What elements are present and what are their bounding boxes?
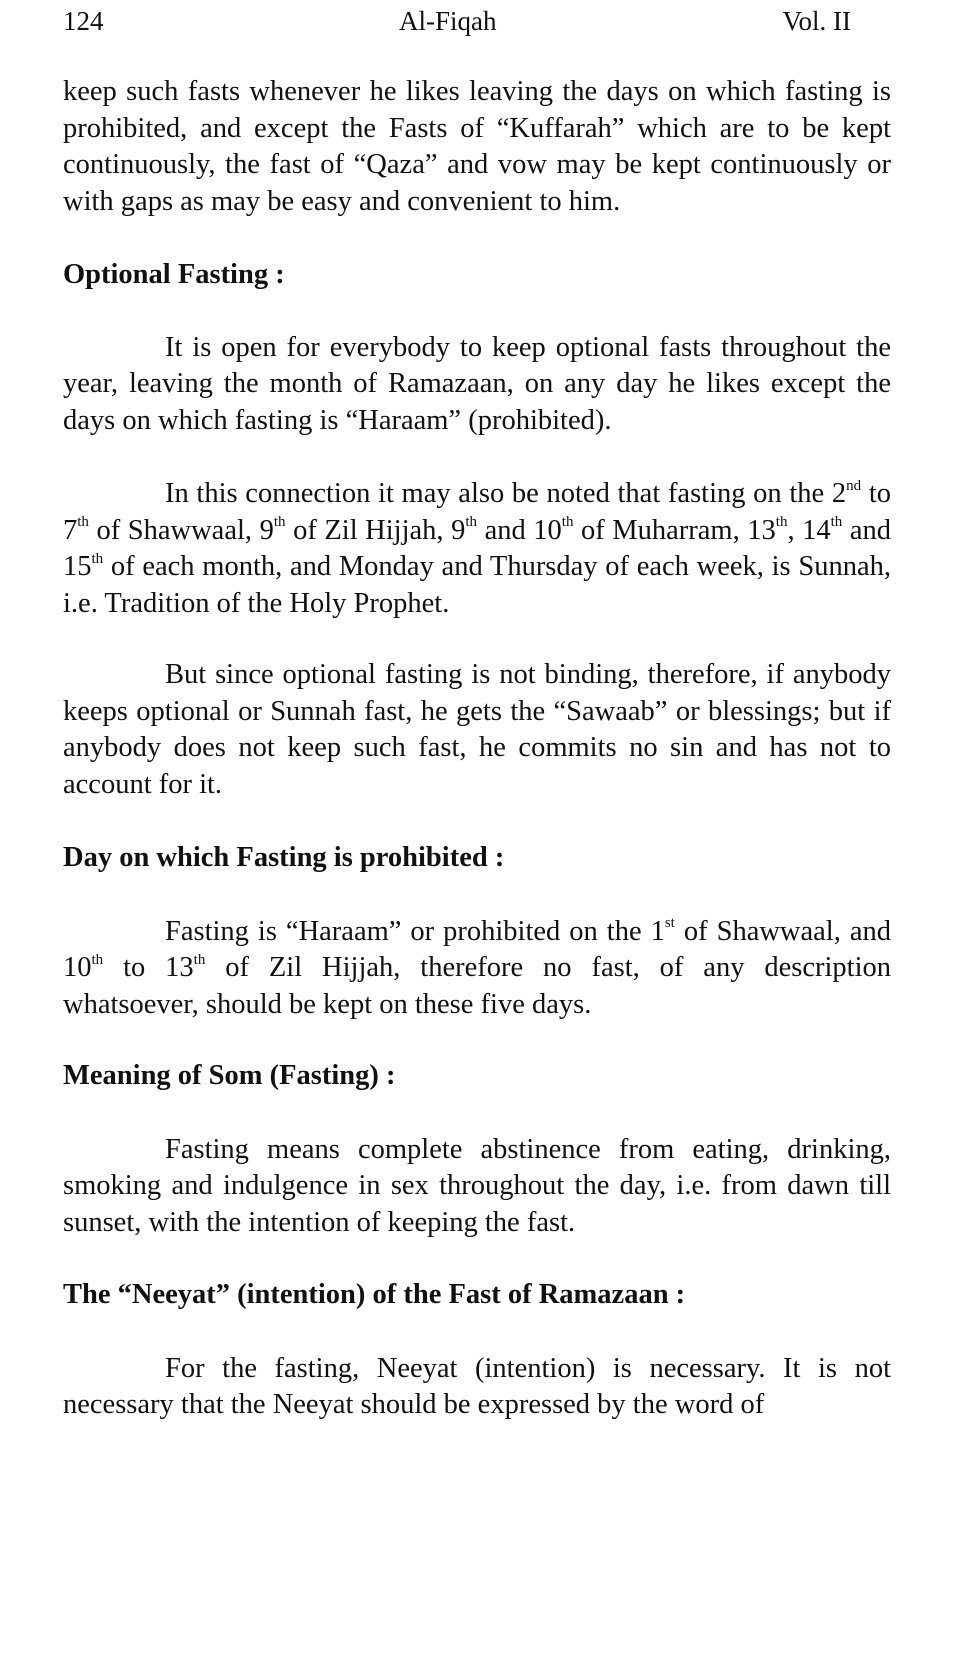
meaning-of-som-paragraph: Fasting means complete abstinence from eating, drinking, smoking and indulgence in sex throughout the day, i.e. from dawn till sunset, with the intention of keeping the fast. xyxy=(63,1133,891,1238)
volume-label: Vol. II xyxy=(782,6,851,36)
section-heading-neeyat: The “Neeyat” (intention) of the Fast of Ramazaan : xyxy=(63,1279,686,1310)
optional-fasting-paragraph-2: In this connection it may also be noted that fasting on the 2nd to 7th of Shawwaal, 9th of Zil Hijjah, 9th and 10th of Muharram, 13th, 14th and 15th of each month, and Monday and Thursday of each week, is Sunnah, i.e. Tradition of the Holy Prophet. xyxy=(63,477,892,619)
continuation-paragraph: keep such fasts whenever he likes leaving the days on which fasting is prohibited, and except the Fasts of “Kuffarah” which are to be kept continuously, the fast of “Qaza” and vow may be kept continuously or with gaps as may be easy and convenient to him. xyxy=(63,76,891,217)
page-number: 124 xyxy=(63,6,104,36)
book-page xyxy=(63,0,891,1424)
running-header xyxy=(63,0,891,46)
optional-fasting-paragraph-3: But since optional fasting is not binding, therefore, if anybody keeps optional or Sunnah fast, he gets the “Sawaab” or blessings; but if anybody does not keep such fast, he commits no sin and has not to account for it. xyxy=(63,659,891,800)
section-heading-prohibited-days: Day on which Fasting is prohibited : xyxy=(63,842,505,873)
optional-fasting-paragraph-1: It is open for everybody to keep optional fasts throughout the year, leaving the month of Ramazaan, on any day he likes except the days on which fasting is “Haraam” (prohibited). xyxy=(63,331,891,436)
prohibited-days-paragraph: Fasting is “Haraam” or prohibited on the 1st of Shawwaal, and 10th to 13th of Zil Hijjah, therefore no fast, of any description whatsoever, should be kept on these five days. xyxy=(63,915,891,1020)
section-heading-meaning-of-som: Meaning of Som (Fasting) : xyxy=(63,1060,396,1091)
section-heading-optional-fasting: Optional Fasting : xyxy=(63,259,285,290)
neeyat-paragraph: For the fasting, Neeyat (intention) is necessary. It is not necessary that the Neeyat should be expressed by the word of xyxy=(63,1352,891,1420)
book-title: Al-Fiqah xyxy=(399,6,497,36)
